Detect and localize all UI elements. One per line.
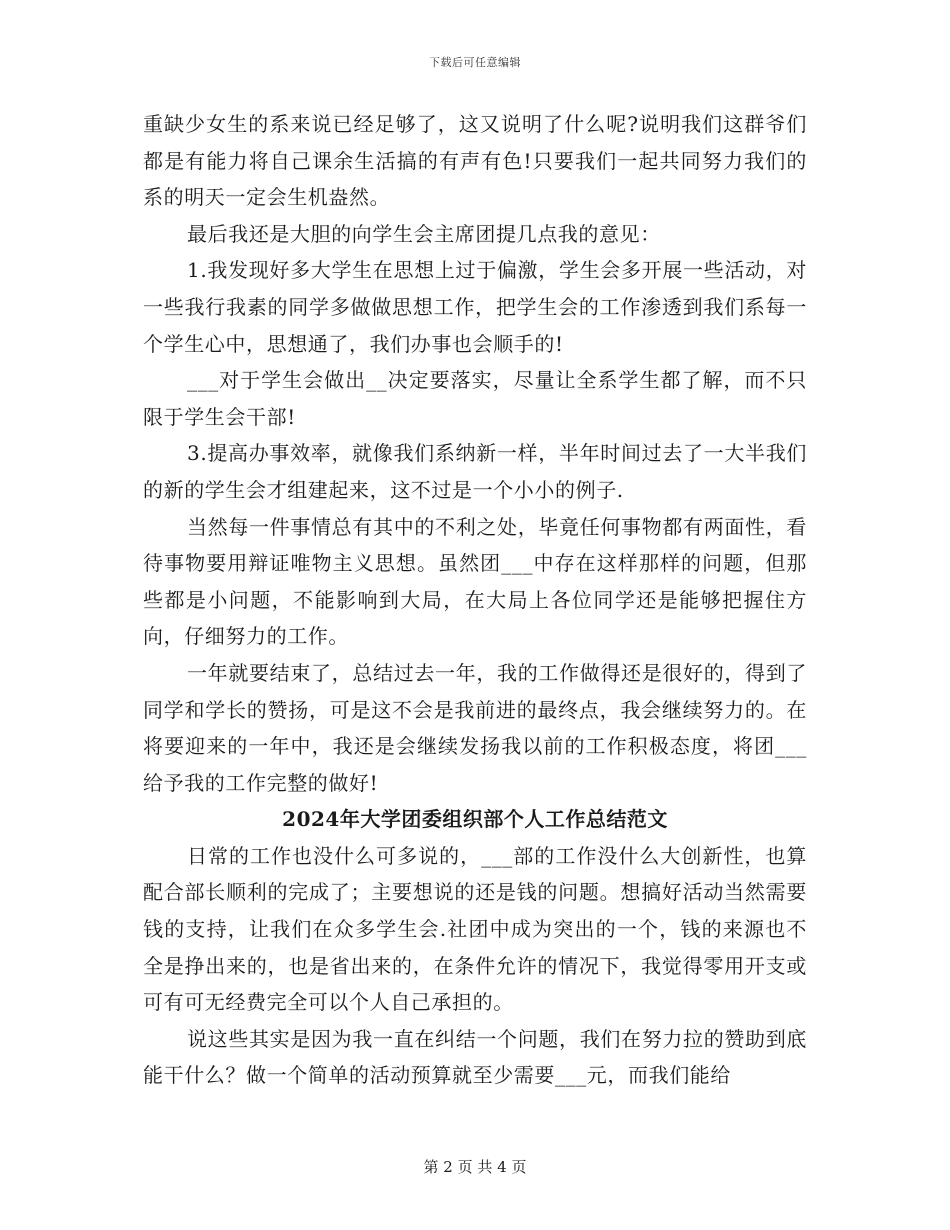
section-paragraph-1: 日常的工作也没什么可多说的，___部的工作没什么大创新性，也算配合部长顺利的完成了；主要想说的还是钱的问题。想搞好活动当然需要钱的支持，让我们在众多学生会.社团中成为突出的一个，钱的来源也不全是挣出来的，也是省出来的，在条件允许的情况下，我觉得零用开支或可有可无经费完全可以个人自己承担的。 (143, 843, 807, 1015)
paragraph-7: 一年就要结束了，总结过去一年，我的工作做得还是很好的，得到了同学和学长的赞扬，可是这不会是我前进的最终点，我会继续努力的。在将要迎来的一年中，我还是会继续发扬我以前的工作积极态度，将团___给予我的工作完整的做好! (143, 660, 807, 795)
paragraph-5: 3.提高办事效率，就像我们系纳新一样，半年时间过去了一大半我们的新的学生会才组建起来，这不过是一个小小的例子. (143, 441, 807, 502)
paragraph-1: 重缺少女生的系来说已经足够了，这又说明了什么呢?说明我们这群爷们都是有能力将自己课余生活搞的有声有色!只要我们一起共同努力我们的系的明天一定会生机盎然。 (143, 112, 807, 210)
page-header: 下载后可任意编辑 (429, 56, 521, 69)
section-paragraph-2: 说这些其实是因为我一直在纠结一个问题，我们在努力拉的赞助到底能干什么？做一个简单的活动预算就至少需要___元，而我们能给 (143, 1026, 807, 1088)
paragraph-6: 当然每一件事情总有其中的不利之处，毕竟任何事物都有两面性，看待事物要用辩证唯物主义思想。虽然团___中存在这样那样的问题，但那些都是小问题，不能影响到大局，在大局上各位同学还是能够把握住方向，仔细努力的工作。 (143, 514, 807, 649)
paragraph-4: ___对于学生会做出__决定要落实，尽量让全系学生都了解，而不只限于学生会干部! (143, 368, 807, 429)
paragraph-2: 最后我还是大胆的向学生会主席团提几点我的意见： (187, 221, 661, 246)
paragraph-3: 1.我发现好多大学生在思想上过于偏激，学生会多开展一些活动，对一些我行我素的同学多做做思想工作，把学生会的工作渗透到我们系每一个学生心中，思想通了，我们办事也会顺手的! (143, 258, 807, 356)
document-body (143, 106, 807, 1094)
page-footer: 第 2 页 共 4 页 (423, 1158, 527, 1176)
section-title: 2024年大学团委组织部个人工作总结范文 (282, 807, 668, 832)
